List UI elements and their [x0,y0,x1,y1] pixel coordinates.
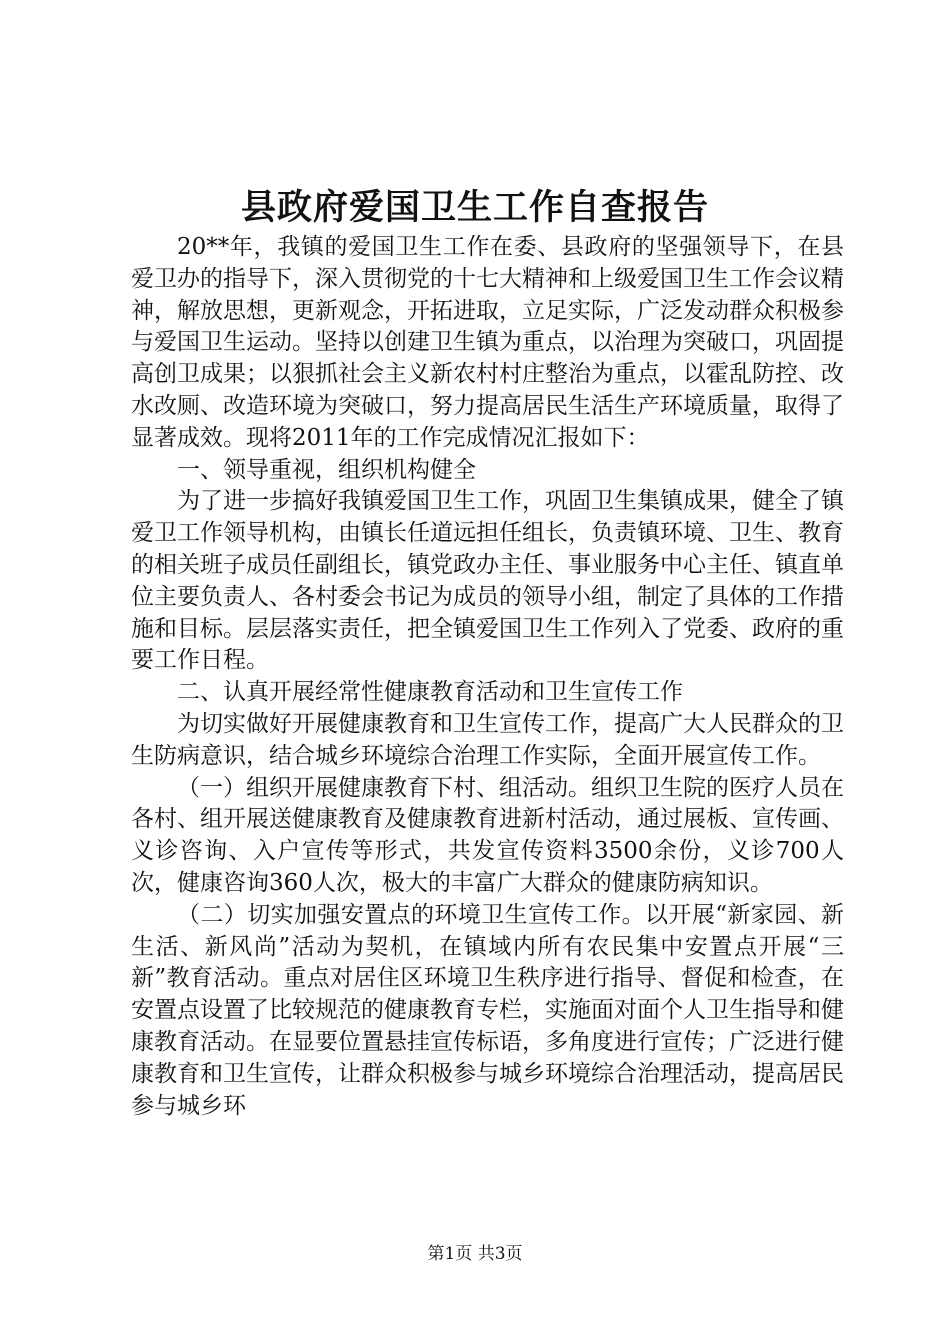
subsection-2-paragraph: （二）切实加强安置点的环境卫生宣传工作。以开展“新家园、新生活、新风尚”活动为契机，在镇域内所有农民集中安置点开展“三新”教育活动。重点对居住区环境卫生秩序进行指导、督促和检查，在安置点设置了比较规范的健康教育专栏，实施面对面个人卫生指导和健康教育活动。在显要位置悬挂宣传标语，多角度进行宣传；广泛进行健康教育和卫生宣传，让群众积极参与城乡环境综合治理活动，提高居民参与城乡环 [131,901,844,1119]
section-1-paragraph: 为了进一步搞好我镇爱国卫生工作，巩固卫生集镇成果，健全了镇爱卫工作领导机构，由镇长任道远担任组长，负责镇环境、卫生、教育的相关班子成员任副组长，镇党政办主任、事业服务中心主任、镇直单位主要负责人、各村委会书记为成员的领导小组，制定了具体的工作措施和目标。层层落实责任，把全镇爱国卫生工作列入了党委、政府的重要工作日程。 [131,488,844,674]
document-body [131,232,844,1122]
section-heading-1: 一、领导重视，组织机构健全 [177,456,476,483]
page-number-footer: 第1页 共3页 [427,1244,523,1264]
intro-paragraph: 20**年，我镇的爱国卫生工作在委、县政府的坚强领导下，在县爱卫办的指导下，深入贯彻党的十七大精神和上级爱国卫生工作会议精神，解放思想，更新观念，开拓进取，立足实际，广泛发动群众积极参与爱国卫生运动。坚持以创建卫生镇为重点，以治理为突破口，巩固提高创卫成果；以狠抓社会主义新农村村庄整治为重点，以霍乱防控、改水改厕、改造环境为突破口，努力提高居民生活生产环境质量，取得了显著成效。现将2011年的工作完成情况汇报如下： [131,234,844,451]
document-title: 县政府爱国卫生工作自查报告 [240,187,709,228]
section-2-intro-paragraph: 为切实做好开展健康教育和卫生宣传工作，提高广大人民群众的卫生防病意识，结合城乡环境综合治理工作实际，全面开展宣传工作。 [131,710,844,769]
subsection-1-paragraph: （一）组织开展健康教育下村、组活动。组织卫生院的医疗人员在各村、组开展送健康教育及健康教育进新村活动，通过展板、宣传画、义诊咨询、入户宣传等形式，共发宣传资料3500余份，义诊700人次，健康咨询360人次，极大的丰富广大群众的健康防病知识。 [131,774,844,896]
section-heading-2: 二、认真开展经常性健康教育活动和卫生宣传工作 [177,679,683,706]
